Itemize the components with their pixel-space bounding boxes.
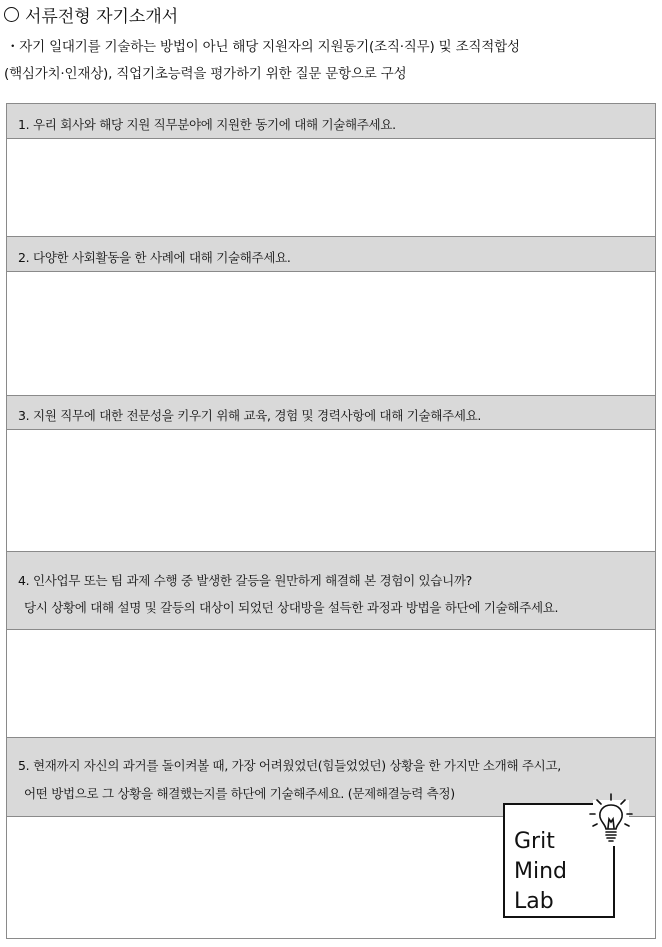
answer-field-4[interactable]: [7, 630, 655, 738]
question-3: [7, 396, 655, 430]
question-2: [7, 237, 655, 272]
question-5-text-line-1: 5. 현재까지 자신의 과거를 돌이켜볼 때, 가장 어려웠었던(힘들었었던) 상황을 한 가지만 소개해 주시고,: [18, 758, 561, 773]
intro-line-1: ・자기 일대기를 기술하는 방법이 아닌 해당 지원자의 지원동기(조직·직무) 및 조직적합성: [6, 39, 520, 55]
question-2-text: 2. 다양한 사회활동을 한 사례에 대해 기술해주세요.: [18, 250, 291, 265]
section-title: [4, 1, 178, 27]
question-5-text-line-2: 어떤 방법으로 그 상황을 해결했는지를 하단에 기술해주세요. (문제해결능력 측정): [24, 786, 455, 801]
answer-field-2[interactable]: [7, 272, 655, 396]
question-1: [7, 104, 655, 139]
answer-field-3[interactable]: [7, 430, 655, 552]
intro-line-2: (핵심가치·인재상), 직업기초능력을 평가하기 위한 질문 문항으로 구성: [4, 66, 407, 82]
question-3-text: 3. 지원 직무에 대한 전문성을 키우기 위해 교육, 경험 및 경력사항에 대해 기술해주세요.: [18, 408, 482, 423]
logo-word-mind: Mind: [514, 859, 568, 884]
question-4: [7, 552, 655, 630]
question-4-text-line-1: 4. 인사업무 또는 팀 과제 수행 중 발생한 갈등을 원만하게 해결해 본 경험이 있습니까?: [18, 573, 472, 588]
question-1-text: 1. 우리 회사와 해당 지원 직무분야에 지원한 동기에 대해 기술해주세요.: [18, 117, 396, 132]
answer-field-1[interactable]: [7, 139, 655, 237]
circle-bullet-icon: [4, 7, 19, 22]
logo-word-lab: Lab: [514, 889, 554, 914]
light-bulb-icon: [585, 792, 637, 852]
question-4-text-line-2: 당시 상황에 대해 설명 및 갈등의 대상이 되었던 상대방을 설득한 과정과 방법을 하단에 기술해주세요.: [24, 600, 559, 615]
section-title-text: 서류전형 자기소개서: [25, 6, 179, 27]
logo-word-grit: Grit: [514, 829, 555, 854]
